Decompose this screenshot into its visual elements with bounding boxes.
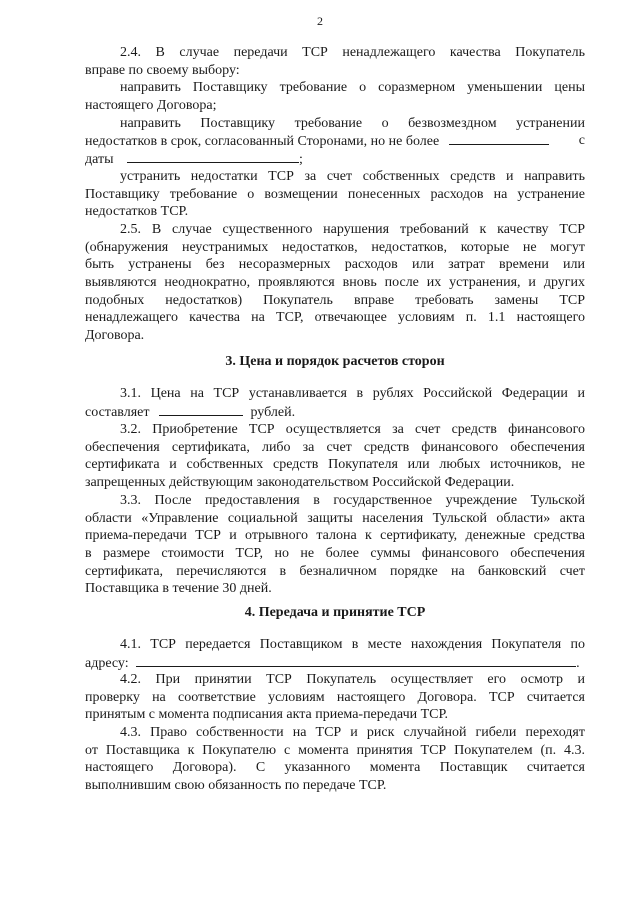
text-line: обеспечения сертификата, либо за счет средств финансового обеспечения bbox=[85, 439, 585, 455]
text-line: быть устранены без несоразмерных расходов или затрат времени или bbox=[85, 257, 585, 273]
blank-field bbox=[449, 132, 549, 145]
paragraph-3-2 bbox=[85, 421, 585, 492]
text-line: выполнившим свою обязанность по передаче ТСР. bbox=[85, 778, 387, 794]
section-4-heading: 4. Передача и принятие ТСР bbox=[244, 605, 426, 620]
paragraph-3-1 bbox=[85, 385, 585, 420]
blank-field bbox=[136, 654, 576, 667]
text-line: 3.2. Приобретение ТСР осуществляется за счет средств финансового bbox=[120, 422, 585, 437]
paragraph-3-3 bbox=[85, 492, 585, 598]
text-line: (обнаружения неустранимых недостатков, недостатков, которые не могут bbox=[85, 239, 585, 255]
text-fragment: недостатков в срок, согласованный Сторонами, но не более bbox=[85, 134, 440, 150]
text-line: от Поставщика к Покупателю с момента принятия ТСР Покупателем (п. 4.3. bbox=[85, 742, 585, 758]
text-line: недостатков ТСР. bbox=[85, 204, 189, 220]
text-line: направить Поставщику требование о безвозмездном устранении bbox=[120, 115, 585, 131]
text-fragment: с bbox=[578, 133, 585, 149]
text-fragment: . bbox=[576, 655, 580, 671]
text-line: проверку на соответствие условиям настоящего Договора. ТСР считается bbox=[85, 689, 585, 705]
text-line: вправе по своему выбору: bbox=[85, 62, 240, 78]
text-line: 2.4. В случае передачи ТСР ненадлежащего качества Покупатель bbox=[120, 45, 585, 60]
paragraph-2-4 bbox=[85, 44, 585, 221]
text-line bbox=[85, 403, 585, 421]
text-line: 4.3. Право собственности на ТСР и риск случайной гибели переходят bbox=[120, 725, 585, 740]
text-line: выявляются неоднократно, проявляются вновь после их устранения, и других bbox=[85, 275, 585, 291]
text-line bbox=[85, 150, 585, 168]
text-line: запрещенных действующим законодательством Российской Федерации. bbox=[85, 475, 515, 491]
text-line: 4.2. При принятии ТСР Покупатель осуществляет его осмотр и bbox=[120, 672, 585, 687]
paragraph-2-5 bbox=[85, 221, 585, 345]
text-line: 4.1. ТСР передается Поставщиком в месте нахождения Покупателя по bbox=[120, 637, 585, 652]
text-line: 3.1. Цена на ТСР устанавливается в рублях Российской Федерации и bbox=[120, 386, 585, 401]
blank-field bbox=[127, 150, 299, 163]
text-line: устранить недостатки ТСР за счет собственных средств и направить bbox=[120, 168, 585, 184]
paragraph-4-2 bbox=[85, 671, 585, 724]
text-fragment: рублей. bbox=[250, 404, 296, 420]
text-line: сертификата, перечисляются в безналичном порядке на банковский счет bbox=[85, 563, 585, 579]
text-fragment: составляет bbox=[85, 404, 150, 420]
text-line: 2.5. В случае существенного нарушения требований к качеству ТСР bbox=[120, 222, 585, 237]
section-3-heading: 3. Цена и порядок расчетов сторон bbox=[225, 354, 445, 369]
text-line: принятым с момента подписания акта приема-передачи ТСР. bbox=[85, 707, 449, 723]
text-line: ненадлежащего качества на ТСР, отвечающее условиям п. 1.1 настоящего bbox=[85, 310, 585, 326]
text-line bbox=[85, 132, 585, 150]
blank-field bbox=[159, 403, 243, 416]
paragraph-4-3 bbox=[85, 724, 585, 795]
text-line: Поставщику требование о возмещении понесенных расходов на устранение bbox=[85, 186, 585, 202]
text-line: подобных недостатков) Покупатель вправе требовать замены ТСР bbox=[85, 292, 585, 308]
paragraph-4-1 bbox=[85, 636, 585, 671]
text-line: приема-передачи ТСР и отрывного талона к сертификату, денежные средства bbox=[85, 528, 585, 544]
text-line: настоящего Договора; bbox=[85, 98, 217, 114]
text-line: сертификата и собственных средств Покупателя или любых источников, не bbox=[85, 457, 585, 473]
text-line: Поставщика в течение 30 дней. bbox=[85, 581, 272, 597]
text-line: направить Поставщику требование о соразмерном уменьшении цены bbox=[120, 80, 585, 96]
text-line: области «Управление социальной защиты населения Тульской области» акта bbox=[85, 510, 585, 526]
text-fragment: адресу: bbox=[85, 655, 129, 671]
text-fragment: даты bbox=[85, 152, 114, 168]
text-line: в размере стоимости ТСР, но не более суммы финансового обеспечения bbox=[85, 546, 585, 562]
text-line: Договора. bbox=[85, 328, 145, 344]
text-line bbox=[85, 654, 585, 672]
text-line: настоящего Договора). С указанного момента Поставщик считается bbox=[85, 760, 585, 776]
text-line: 3.3. После предоставления в государственное учреждение Тульской bbox=[120, 493, 585, 508]
text-fragment: ; bbox=[299, 152, 303, 168]
page-number: 2 bbox=[317, 14, 323, 28]
